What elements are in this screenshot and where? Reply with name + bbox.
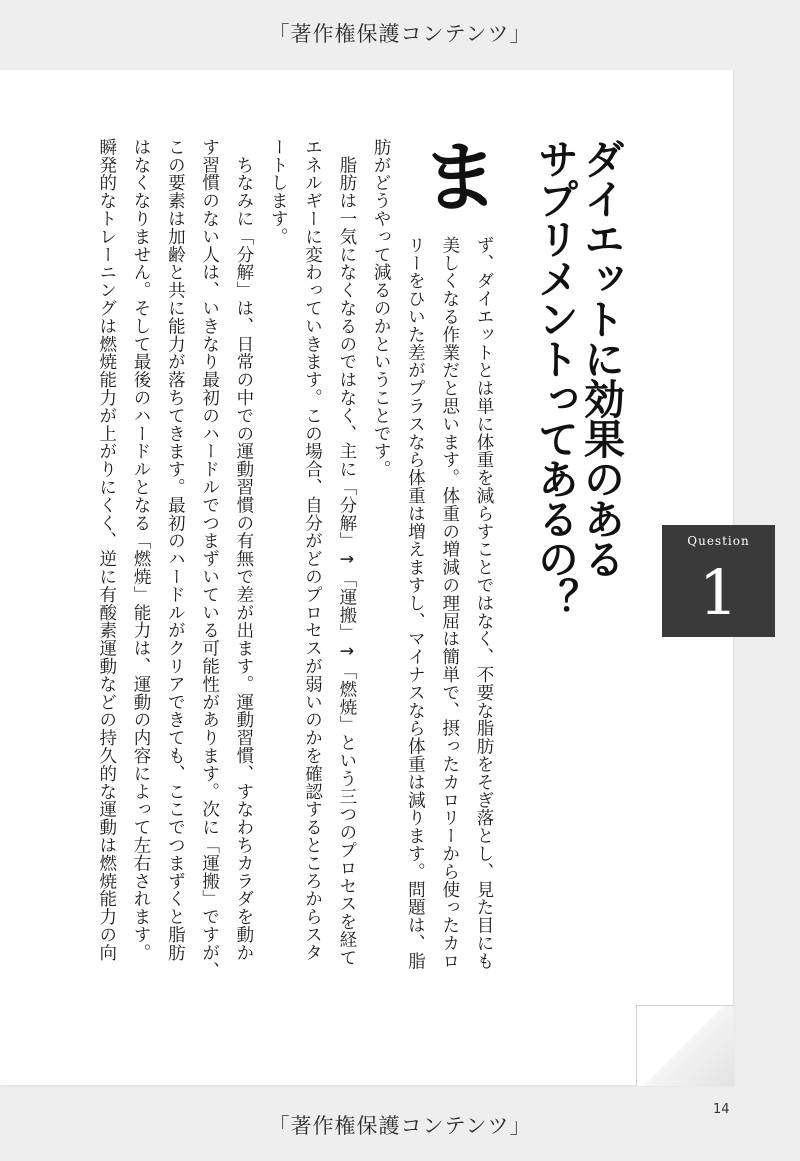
intro-line-2: 美しくなる作業だと思います。体重の増減の理屈は簡単で、摂ったカロリーから使ったカロ [439, 236, 460, 970]
body-line-3: エネルギーに変わっていきます。この場合、自分がどのプロセスが弱いのかを確認するところからスタ [302, 138, 323, 962]
title-line-1: ダイエットに効果のある [577, 138, 625, 578]
title-line-2: サプリメントってあるの？ [531, 138, 579, 618]
body-line-1: 肪がどうやって減るのかということです。 [371, 138, 392, 479]
body-line-8: はなくなりません。そして最後のハードルとなる「燃焼」能力は、運動の内容によって左右されます。 [131, 138, 152, 962]
copyright-watermark-top: 「著作権保護コンテンツ」 [268, 22, 532, 46]
body-line-2: 脂肪は一気になくなるのではなく、主に「分解」→「運搬」→「燃焼」という三つのプロセスを経て [336, 138, 357, 967]
drop-cap: ま [422, 133, 498, 222]
question-title [531, 138, 625, 618]
intro-line-3: リーをひいた差がプラスなら体重は増えますし、マイナスなら体重は減ります。問題は、脂 [405, 236, 426, 970]
body-line-7: この要素は加齢と共に能力が落ちてきます。最初のハードルがクリアできても、ここでつまずくと脂肪 [165, 138, 186, 962]
copyright-watermark-bottom: 「著作権保護コンテンツ」 [268, 1114, 532, 1138]
body-line-5: ちなみに「分解」は、日常の中での運動習慣の有無で差が出ます。運動習慣、すなわちカラダを動か [233, 138, 254, 962]
page-number: 14 [713, 1102, 730, 1117]
body-line-4: ートします。 [268, 138, 289, 246]
intro-line-1: ず、ダイエットとは単に体重を減らすことではなく、不要な脂肪をそぎ落とし、見た目にも [474, 236, 494, 970]
question-label: Question [687, 534, 750, 548]
body-text [89, 133, 501, 988]
body-line-9: 瞬発的なトレーニングは燃焼能力が上がりにくく、逆に有酸素運動などの持久的な運動は燃焼能力の向 [96, 138, 117, 962]
page-curl [636, 1005, 734, 1086]
question-badge [662, 525, 775, 637]
question-number: 1 [698, 556, 739, 629]
body-line-6: す習慣のない人は、いきなり最初のハードルでつまずいている可能性があります。次に「運搬」ですが、 [199, 138, 220, 980]
